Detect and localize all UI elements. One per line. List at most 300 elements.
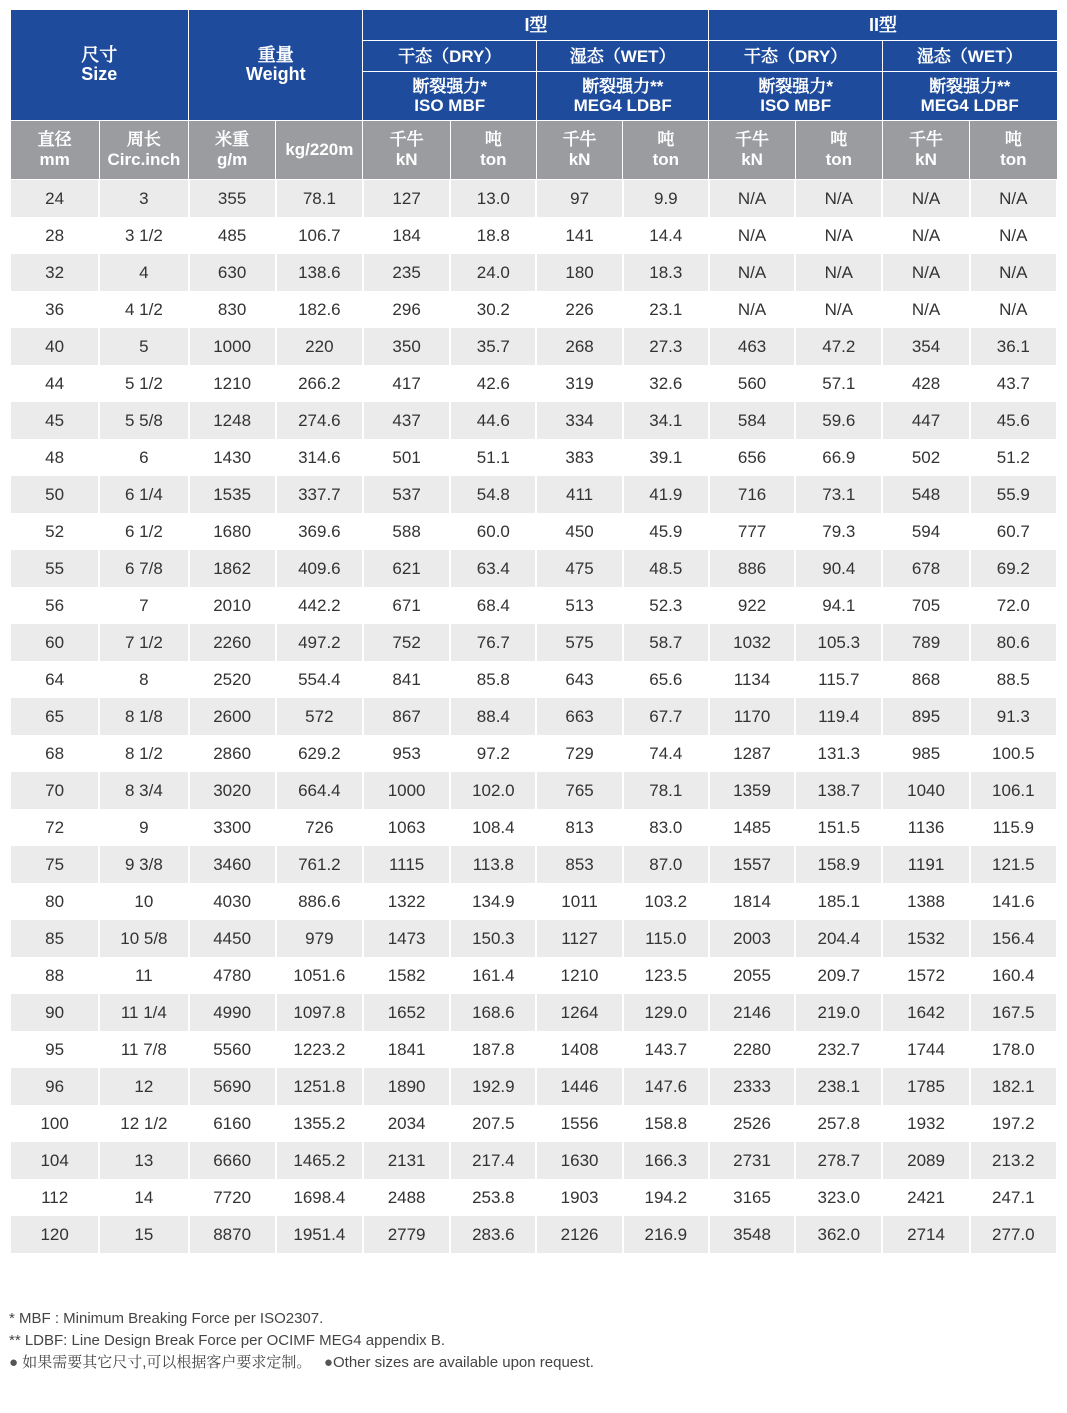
- table-cell: 158.9: [795, 846, 882, 883]
- table-cell: 219.0: [795, 994, 882, 1031]
- table-cell: 57.1: [795, 365, 882, 402]
- table-cell: 411: [536, 476, 622, 513]
- table-cell: 663: [536, 698, 622, 735]
- table-cell: 63.4: [450, 550, 536, 587]
- table-cell: 120: [10, 1216, 99, 1253]
- table-row: [10, 439, 1057, 476]
- table-row: [10, 624, 1057, 661]
- table-cell: 64: [10, 661, 99, 698]
- table-cell: 560: [709, 365, 795, 402]
- kn-unit: kN: [568, 150, 591, 169]
- table-cell: 761.2: [276, 846, 363, 883]
- ton-unit: ton: [652, 150, 680, 169]
- bullet-icon: ●: [9, 1354, 19, 1371]
- table-cell: 217.4: [450, 1142, 536, 1179]
- table-cell: 594: [882, 513, 969, 550]
- table-cell: 830: [189, 291, 276, 328]
- table-cell: 2126: [536, 1216, 622, 1253]
- table-cell: 1040: [882, 772, 969, 809]
- table-cell: 1134: [709, 661, 795, 698]
- type-2-dry-header: 干态（DRY）: [709, 41, 882, 72]
- table-cell: 656: [709, 439, 795, 476]
- table-cell: 1841: [363, 1031, 450, 1068]
- table-cell: 56: [10, 587, 99, 624]
- table-cell: 2010: [189, 587, 276, 624]
- ton-cn: 吨: [657, 130, 675, 149]
- ldbf-cn: 断裂强力**: [582, 77, 664, 96]
- kn-header: [363, 121, 450, 180]
- table-cell: 35.7: [450, 328, 536, 365]
- table-cell: 979: [276, 920, 363, 957]
- table-cell: 12 1/2: [99, 1105, 188, 1142]
- table-cell: 8 1/2: [99, 735, 188, 772]
- table-cell: 42.6: [450, 365, 536, 402]
- weight-header: [189, 10, 363, 121]
- table-row: [10, 402, 1057, 439]
- table-cell: 90: [10, 994, 99, 1031]
- table-cell: 5: [99, 328, 188, 365]
- table-cell: 87.0: [623, 846, 709, 883]
- table-cell: N/A: [709, 254, 795, 291]
- kn-unit: kN: [915, 150, 937, 169]
- table-cell: 10 5/8: [99, 920, 188, 957]
- table-cell: 1642: [882, 994, 969, 1031]
- table-cell: 45.9: [623, 513, 709, 550]
- table-cell: 705: [882, 587, 969, 624]
- table-cell: N/A: [882, 180, 969, 218]
- kn-header: [882, 121, 969, 180]
- kn-cn: 千牛: [735, 130, 770, 149]
- table-cell: 2333: [709, 1068, 795, 1105]
- ton-header: [970, 121, 1057, 180]
- table-cell: 121.5: [970, 846, 1057, 883]
- table-cell: N/A: [795, 291, 882, 328]
- table-cell: 78.1: [276, 180, 363, 218]
- table-cell: 554.4: [276, 661, 363, 698]
- table-cell: 2488: [363, 1179, 450, 1216]
- table-cell: 2131: [363, 1142, 450, 1179]
- table-cell: 14: [99, 1179, 188, 1216]
- table-cell: 36: [10, 291, 99, 328]
- table-cell: 52.3: [623, 587, 709, 624]
- table-cell: 141.6: [970, 883, 1057, 920]
- table-row: [10, 476, 1057, 513]
- table-cell: 131.3: [795, 735, 882, 772]
- weight-per-coil-header: kg/220m: [276, 121, 363, 180]
- weight-per-meter-header: [189, 121, 276, 180]
- table-cell: 138.7: [795, 772, 882, 809]
- table-cell: 39.1: [623, 439, 709, 476]
- table-cell: 70: [10, 772, 99, 809]
- table-cell: 6 1/2: [99, 513, 188, 550]
- table-cell: 350: [363, 328, 450, 365]
- table-cell: 1785: [882, 1068, 969, 1105]
- table-row: [10, 254, 1057, 291]
- table-cell: 2034: [363, 1105, 450, 1142]
- table-cell: 60.7: [970, 513, 1057, 550]
- table-cell: 66.9: [795, 439, 882, 476]
- table-row: [10, 809, 1057, 846]
- table-cell: 1097.8: [276, 994, 363, 1031]
- table-cell: 55.9: [970, 476, 1057, 513]
- table-cell: 274.6: [276, 402, 363, 439]
- table-cell: 1582: [363, 957, 450, 994]
- table-cell: 450: [536, 513, 622, 550]
- table-cell: 7 1/2: [99, 624, 188, 661]
- table-cell: N/A: [970, 180, 1057, 218]
- table-body: [10, 180, 1057, 1254]
- table-cell: 1063: [363, 809, 450, 846]
- table-cell: 235: [363, 254, 450, 291]
- table-cell: 5 5/8: [99, 402, 188, 439]
- table-cell: 65.6: [623, 661, 709, 698]
- table-cell: 1322: [363, 883, 450, 920]
- table-row: [10, 735, 1057, 772]
- table-cell: 268: [536, 328, 622, 365]
- table-header: [10, 10, 1057, 180]
- table-cell: 2421: [882, 1179, 969, 1216]
- table-cell: 323.0: [795, 1179, 882, 1216]
- table-cell: 68.4: [450, 587, 536, 624]
- table-cell: 3 1/2: [99, 217, 188, 254]
- table-cell: 44: [10, 365, 99, 402]
- table-cell: 2055: [709, 957, 795, 994]
- table-row: [10, 328, 1057, 365]
- table-cell: 232.7: [795, 1031, 882, 1068]
- table-cell: 2714: [882, 1216, 969, 1253]
- table-cell: 43.7: [970, 365, 1057, 402]
- table-cell: 80.6: [970, 624, 1057, 661]
- table-cell: 621: [363, 550, 450, 587]
- table-cell: 3300: [189, 809, 276, 846]
- table-cell: 922: [709, 587, 795, 624]
- table-cell: 47.2: [795, 328, 882, 365]
- table-cell: 3548: [709, 1216, 795, 1253]
- table-cell: 1000: [189, 328, 276, 365]
- table-cell: N/A: [970, 254, 1057, 291]
- table-cell: 314.6: [276, 439, 363, 476]
- table-cell: N/A: [709, 180, 795, 218]
- table-cell: 60.0: [450, 513, 536, 550]
- table-cell: 36.1: [970, 328, 1057, 365]
- table-cell: 337.7: [276, 476, 363, 513]
- table-cell: 27.3: [623, 328, 709, 365]
- table-cell: 588: [363, 513, 450, 550]
- table-cell: 2526: [709, 1105, 795, 1142]
- table-cell: 68: [10, 735, 99, 772]
- table-cell: 4450: [189, 920, 276, 957]
- table-cell: 362.0: [795, 1216, 882, 1253]
- table-cell: 1890: [363, 1068, 450, 1105]
- table-cell: 94.1: [795, 587, 882, 624]
- table-cell: 1932: [882, 1105, 969, 1142]
- table-row: [10, 883, 1057, 920]
- table-cell: 226: [536, 291, 622, 328]
- table-cell: 90.4: [795, 550, 882, 587]
- table-cell: 1051.6: [276, 957, 363, 994]
- table-cell: 123.5: [623, 957, 709, 994]
- table-cell: 127: [363, 180, 450, 218]
- footnotes: [9, 1308, 594, 1374]
- table-cell: 105.3: [795, 624, 882, 661]
- table-cell: 54.8: [450, 476, 536, 513]
- diameter-cn: 直径: [37, 130, 72, 149]
- table-row: [10, 1031, 1057, 1068]
- table-cell: 789: [882, 624, 969, 661]
- table-cell: 1251.8: [276, 1068, 363, 1105]
- footnote-custom: [9, 1352, 594, 1374]
- table-cell: 40: [10, 328, 99, 365]
- table-cell: 1652: [363, 994, 450, 1031]
- table-cell: 841: [363, 661, 450, 698]
- table-row: [10, 217, 1057, 254]
- table-cell: 1532: [882, 920, 969, 957]
- table-row: [10, 291, 1057, 328]
- ton-header: [623, 121, 709, 180]
- table-cell: 1359: [709, 772, 795, 809]
- table-cell: 895: [882, 698, 969, 735]
- table-cell: 485: [189, 217, 276, 254]
- table-cell: 868: [882, 661, 969, 698]
- table-cell: 158.8: [623, 1105, 709, 1142]
- table-cell: N/A: [882, 254, 969, 291]
- table-cell: 355: [189, 180, 276, 218]
- table-cell: 752: [363, 624, 450, 661]
- table-cell: 204.4: [795, 920, 882, 957]
- table-cell: 428: [882, 365, 969, 402]
- table-cell: 238.1: [795, 1068, 882, 1105]
- table-cell: 765: [536, 772, 622, 809]
- table-cell: 160.4: [970, 957, 1057, 994]
- kn-unit: kN: [395, 150, 418, 169]
- table-cell: 501: [363, 439, 450, 476]
- ton-cn: 吨: [484, 130, 502, 149]
- table-row: [10, 772, 1057, 809]
- table-cell: 209.7: [795, 957, 882, 994]
- table-cell: 10: [99, 883, 188, 920]
- mbf-cn: 断裂强力*: [412, 77, 488, 96]
- table-cell: 23.1: [623, 291, 709, 328]
- table-cell: 8: [99, 661, 188, 698]
- weight-cn: 重量: [257, 45, 294, 65]
- table-cell: 76.7: [450, 624, 536, 661]
- table-cell: 14.4: [623, 217, 709, 254]
- table-cell: 67.7: [623, 698, 709, 735]
- table-cell: 6 1/4: [99, 476, 188, 513]
- table-cell: 185.1: [795, 883, 882, 920]
- table-cell: 75: [10, 846, 99, 883]
- table-cell: 18.8: [450, 217, 536, 254]
- table-cell: 138.6: [276, 254, 363, 291]
- table-cell: 72.0: [970, 587, 1057, 624]
- table-cell: 34.1: [623, 402, 709, 439]
- mbf-en: ISO MBF: [760, 96, 832, 115]
- table-cell: 5690: [189, 1068, 276, 1105]
- table-cell: 85.8: [450, 661, 536, 698]
- table-cell: 112: [10, 1179, 99, 1216]
- table-cell: 985: [882, 735, 969, 772]
- table-cell: 2520: [189, 661, 276, 698]
- table-cell: 15: [99, 1216, 188, 1253]
- type-1-mbf-header: [363, 72, 536, 121]
- table-row: [10, 550, 1057, 587]
- table-cell: N/A: [795, 254, 882, 291]
- table-cell: 630: [189, 254, 276, 291]
- table-cell: 129.0: [623, 994, 709, 1031]
- table-cell: 278.7: [795, 1142, 882, 1179]
- table-cell: N/A: [709, 217, 795, 254]
- table-row: [10, 1068, 1057, 1105]
- table-cell: 2779: [363, 1216, 450, 1253]
- table-cell: N/A: [795, 217, 882, 254]
- table-cell: 58.7: [623, 624, 709, 661]
- table-cell: 257.8: [795, 1105, 882, 1142]
- table-cell: 108.4: [450, 809, 536, 846]
- table-cell: 80: [10, 883, 99, 920]
- table-cell: 463: [709, 328, 795, 365]
- table-cell: 777: [709, 513, 795, 550]
- table-cell: 9: [99, 809, 188, 846]
- table-cell: 88.5: [970, 661, 1057, 698]
- table-cell: 74.4: [623, 735, 709, 772]
- table-cell: 51.1: [450, 439, 536, 476]
- table-cell: 383: [536, 439, 622, 476]
- table-cell: 32.6: [623, 365, 709, 402]
- table-cell: 369.6: [276, 513, 363, 550]
- table-cell: 572: [276, 698, 363, 735]
- type-1-wet-header: 湿态（WET）: [536, 41, 708, 72]
- table-cell: 6 7/8: [99, 550, 188, 587]
- table-cell: 85: [10, 920, 99, 957]
- table-cell: N/A: [795, 180, 882, 218]
- table-cell: 296: [363, 291, 450, 328]
- table-cell: 104: [10, 1142, 99, 1179]
- table-cell: 1680: [189, 513, 276, 550]
- type-1-dry-header: 干态（DRY）: [363, 41, 536, 72]
- footnote-ldbf: ** LDBF: Line Design Break Force per OCIMF MEG4 appendix B.: [9, 1332, 446, 1349]
- mbf-cn: 断裂强力*: [758, 77, 833, 96]
- table-cell: 115.9: [970, 809, 1057, 846]
- table-cell: 3165: [709, 1179, 795, 1216]
- table-cell: 11: [99, 957, 188, 994]
- table-cell: 220: [276, 328, 363, 365]
- table-cell: 115.7: [795, 661, 882, 698]
- table-cell: 4030: [189, 883, 276, 920]
- weight-m-cn: 米重: [215, 130, 250, 149]
- table-cell: 1408: [536, 1031, 622, 1068]
- table-cell: 2600: [189, 698, 276, 735]
- table-cell: 78.1: [623, 772, 709, 809]
- table-cell: 103.2: [623, 883, 709, 920]
- table-row: [10, 1216, 1057, 1253]
- ldbf-en: MEG4 LDBF: [573, 96, 672, 115]
- table-cell: 113.8: [450, 846, 536, 883]
- table-cell: 48: [10, 439, 99, 476]
- table-cell: 334: [536, 402, 622, 439]
- table-cell: 813: [536, 809, 622, 846]
- type-1-header: I型: [363, 10, 709, 41]
- table-cell: 417: [363, 365, 450, 402]
- table-cell: 88: [10, 957, 99, 994]
- table-cell: 91.3: [970, 698, 1057, 735]
- table-cell: 671: [363, 587, 450, 624]
- table-cell: 502: [882, 439, 969, 476]
- table-cell: 1388: [882, 883, 969, 920]
- table-cell: 6160: [189, 1105, 276, 1142]
- table-cell: 194.2: [623, 1179, 709, 1216]
- table-row: [10, 661, 1057, 698]
- table-cell: 106.7: [276, 217, 363, 254]
- table-cell: 5560: [189, 1031, 276, 1068]
- table-cell: 13: [99, 1142, 188, 1179]
- table-cell: 28: [10, 217, 99, 254]
- table-cell: 853: [536, 846, 622, 883]
- circ-cn: 周长: [126, 130, 161, 149]
- table-cell: 69.2: [970, 550, 1057, 587]
- ton-header: [795, 121, 882, 180]
- kn-unit: kN: [741, 150, 763, 169]
- table-cell: 51.2: [970, 439, 1057, 476]
- table-cell: 319: [536, 365, 622, 402]
- table-cell: 72: [10, 809, 99, 846]
- table-cell: 50: [10, 476, 99, 513]
- table-cell: 166.3: [623, 1142, 709, 1179]
- table-cell: N/A: [709, 291, 795, 328]
- table-cell: 1000: [363, 772, 450, 809]
- table-cell: 184: [363, 217, 450, 254]
- type-2-ldbf-header: [882, 72, 1057, 121]
- table-cell: 192.9: [450, 1068, 536, 1105]
- table-cell: 1032: [709, 624, 795, 661]
- table-cell: 1191: [882, 846, 969, 883]
- table-cell: 9 3/8: [99, 846, 188, 883]
- table-row: [10, 698, 1057, 735]
- table-cell: 886: [709, 550, 795, 587]
- circumference-header: [99, 121, 188, 180]
- table-cell: 73.1: [795, 476, 882, 513]
- table-cell: 207.5: [450, 1105, 536, 1142]
- table-row: [10, 846, 1057, 883]
- table-cell: 513: [536, 587, 622, 624]
- table-cell: 24.0: [450, 254, 536, 291]
- table-cell: 643: [536, 661, 622, 698]
- diameter-header: [10, 121, 99, 180]
- table-cell: 409.6: [276, 550, 363, 587]
- table-cell: 8 3/4: [99, 772, 188, 809]
- table-cell: 283.6: [450, 1216, 536, 1253]
- table-row: [10, 1142, 1057, 1179]
- table-cell: 88.4: [450, 698, 536, 735]
- table-cell: 168.6: [450, 994, 536, 1031]
- table-cell: 44.6: [450, 402, 536, 439]
- table-cell: 664.4: [276, 772, 363, 809]
- table-cell: 6660: [189, 1142, 276, 1179]
- kn-header: [709, 121, 795, 180]
- weight-en: Weight: [245, 64, 306, 84]
- table-cell: 18.3: [623, 254, 709, 291]
- table-cell: 182.1: [970, 1068, 1057, 1105]
- table-cell: 147.6: [623, 1068, 709, 1105]
- table-cell: 141: [536, 217, 622, 254]
- footnote-mbf: * MBF : Minimum Breaking Force per ISO2307.: [9, 1310, 324, 1327]
- table-cell: 178.0: [970, 1031, 1057, 1068]
- table-cell: 97.2: [450, 735, 536, 772]
- table-cell: 1814: [709, 883, 795, 920]
- table-cell: 167.5: [970, 994, 1057, 1031]
- table-cell: 247.1: [970, 1179, 1057, 1216]
- table-cell: 4 1/2: [99, 291, 188, 328]
- table-cell: 2089: [882, 1142, 969, 1179]
